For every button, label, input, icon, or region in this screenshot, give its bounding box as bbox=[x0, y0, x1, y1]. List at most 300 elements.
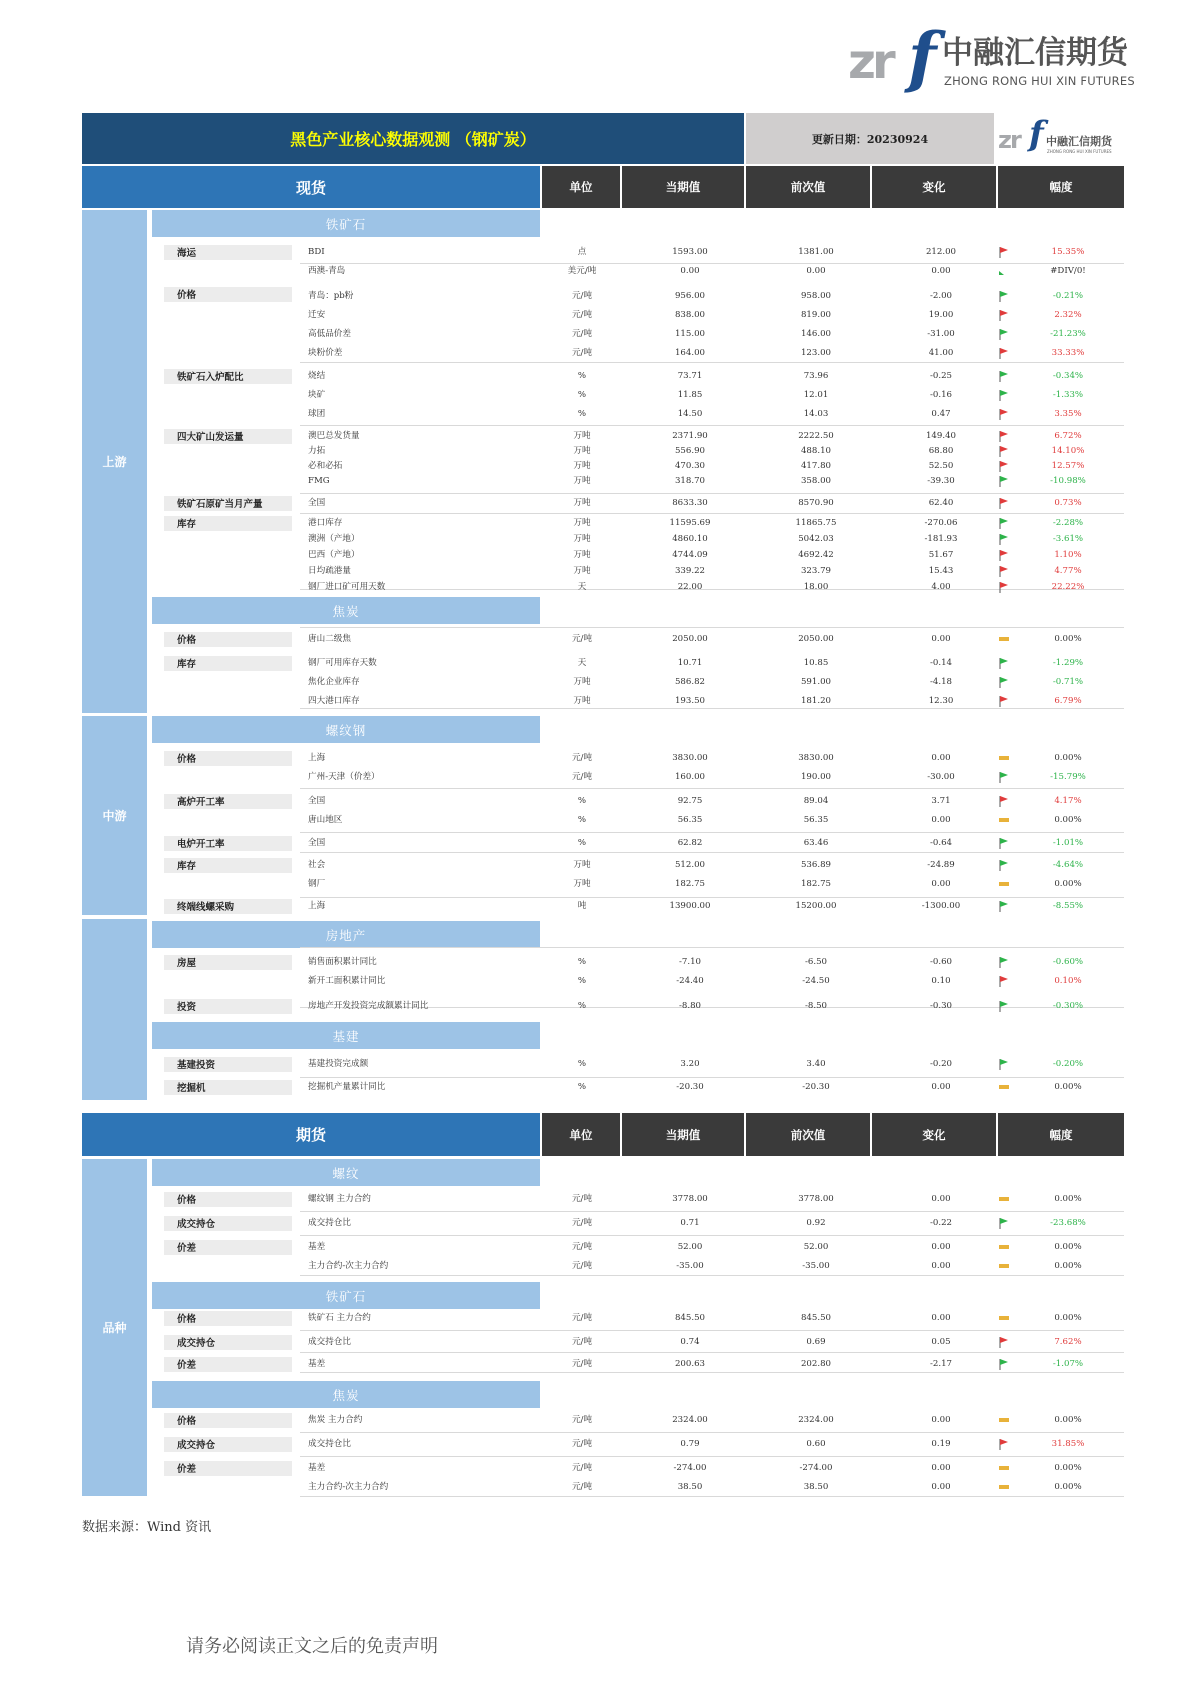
flag-down-icon bbox=[996, 515, 1012, 532]
table-row bbox=[300, 307, 1124, 324]
category-label: 基建投资 bbox=[164, 1057, 292, 1072]
cell-cur: 115.00 bbox=[674, 328, 706, 339]
cell-cur: 556.90 bbox=[674, 445, 706, 456]
flat-bar-icon bbox=[996, 1310, 1012, 1327]
table-row bbox=[300, 473, 1124, 490]
cell-chg: 0.00 bbox=[931, 814, 951, 825]
cell-chg: -30.00 bbox=[927, 771, 955, 782]
cell-chg: 0.47 bbox=[931, 408, 951, 419]
table-row bbox=[300, 1191, 1124, 1208]
cell-prev: 146.00 bbox=[800, 328, 832, 339]
flag-down-icon bbox=[996, 387, 1012, 404]
cell-unit: 点 bbox=[577, 246, 587, 257]
cell-pct: 22.22% bbox=[1051, 581, 1085, 592]
cell-pct: -3.61% bbox=[1052, 533, 1084, 544]
cell-pct: 0.73% bbox=[1054, 497, 1082, 508]
cell-pct: 0.00% bbox=[1054, 752, 1082, 763]
cell-lbl: 全国 bbox=[308, 795, 326, 806]
cell-prev: 15200.00 bbox=[795, 900, 837, 911]
cell-lbl: 球团 bbox=[308, 408, 326, 419]
cell-cur: 2050.00 bbox=[672, 633, 708, 644]
company-logo-small: zr f 中融汇信期货 ZHONG RONG HUI XIN FUTURES bbox=[998, 114, 1112, 154]
cell-lbl: 成交持仓比 bbox=[308, 1217, 351, 1228]
row-divider bbox=[300, 1496, 1124, 1497]
cell-unit: 元/吨 bbox=[571, 771, 593, 782]
cell-cur: 512.00 bbox=[674, 859, 706, 870]
cell-pct: 0.00% bbox=[1054, 878, 1082, 889]
cell-chg: -24.89 bbox=[927, 859, 955, 870]
cell-chg: -0.22 bbox=[929, 1217, 953, 1228]
table-row bbox=[300, 387, 1124, 404]
cell-unit: 元/吨 bbox=[571, 1193, 593, 1204]
cell-prev: 358.00 bbox=[800, 475, 832, 486]
cell-pct: -1.07% bbox=[1052, 1358, 1084, 1369]
cell-lbl: 全国 bbox=[308, 497, 326, 508]
cell-chg: 0.00 bbox=[931, 1481, 951, 1492]
cell-pct: -1.29% bbox=[1052, 657, 1084, 668]
cell-prev: 2222.50 bbox=[798, 430, 834, 441]
cell-lbl: 澳洲（产地） bbox=[308, 533, 360, 544]
table-row bbox=[300, 1258, 1124, 1275]
table-row bbox=[300, 1079, 1124, 1096]
flat-bar-icon bbox=[996, 1239, 1012, 1256]
table-row bbox=[300, 263, 1124, 280]
table-row bbox=[300, 674, 1124, 691]
cell-lbl: 主力合约-次主力合约 bbox=[308, 1260, 389, 1271]
row-divider bbox=[300, 1330, 1124, 1331]
cell-cur: 0.79 bbox=[680, 1438, 700, 1449]
flag-down-icon bbox=[996, 531, 1012, 548]
table-row bbox=[300, 793, 1124, 810]
table-row bbox=[300, 998, 1124, 1015]
table-row bbox=[300, 326, 1124, 343]
flat-bar-icon bbox=[996, 1460, 1012, 1477]
cell-prev: 1381.00 bbox=[798, 246, 834, 257]
cell-cur: 4860.10 bbox=[672, 533, 708, 544]
cell-unit: 元/吨 bbox=[571, 1312, 593, 1323]
category-label: 电炉开工率 bbox=[164, 836, 292, 851]
cell-prev: 0.69 bbox=[806, 1336, 826, 1347]
cell-lbl: 房地产开发投资完成额累计同比 bbox=[308, 1000, 429, 1011]
cell-unit: % bbox=[577, 956, 587, 967]
category-label: 库存 bbox=[164, 858, 292, 873]
cell-unit: 美元/吨 bbox=[567, 265, 597, 276]
cell-pct: -0.21% bbox=[1052, 290, 1084, 301]
cell-prev: -8.50 bbox=[804, 1000, 828, 1011]
cell-pct: -0.71% bbox=[1052, 676, 1084, 687]
row-divider bbox=[300, 947, 1124, 948]
cell-pct: 4.77% bbox=[1054, 565, 1082, 576]
flat-bar-icon bbox=[996, 1079, 1012, 1096]
cell-prev: 3830.00 bbox=[798, 752, 834, 763]
cell-lbl: 成交持仓比 bbox=[308, 1336, 351, 1347]
row-divider bbox=[300, 1456, 1124, 1457]
cell-prev: -35.00 bbox=[802, 1260, 830, 1271]
update-date: 更新日期：20230924 bbox=[746, 113, 994, 164]
cell-cur: 13900.00 bbox=[669, 900, 711, 911]
table-row bbox=[300, 835, 1124, 852]
table-row bbox=[300, 973, 1124, 990]
cell-lbl: 四大港口库存 bbox=[308, 695, 360, 706]
category-label: 价格 bbox=[164, 751, 292, 766]
flag-up-icon bbox=[996, 693, 1012, 710]
flat-bar-icon bbox=[996, 812, 1012, 829]
cell-chg: 0.00 bbox=[931, 1312, 951, 1323]
cell-cur: 1593.00 bbox=[672, 246, 708, 257]
cell-unit: % bbox=[577, 1081, 587, 1092]
cell-lbl: 块粉价差 bbox=[308, 347, 343, 358]
cell-cur: 14.50 bbox=[677, 408, 703, 419]
cell-prev: 536.89 bbox=[800, 859, 832, 870]
flat-bar-icon bbox=[996, 750, 1012, 767]
cell-prev: 11865.75 bbox=[795, 517, 837, 528]
table-row bbox=[300, 368, 1124, 385]
category-label: 价差 bbox=[164, 1357, 292, 1372]
cell-cur: -7.10 bbox=[678, 956, 702, 967]
cell-chg: -31.00 bbox=[927, 328, 955, 339]
table-row bbox=[300, 515, 1124, 532]
flat-bar-icon bbox=[996, 1479, 1012, 1496]
cell-lbl: 钢厂进口矿可用天数 bbox=[308, 581, 386, 592]
cell-unit: 元/吨 bbox=[571, 1414, 593, 1425]
cell-chg: 0.00 bbox=[931, 1193, 951, 1204]
cell-lbl: 钢厂 bbox=[308, 878, 326, 889]
table-row bbox=[300, 898, 1124, 915]
flag-down-icon bbox=[996, 1215, 1012, 1232]
side-midstream: 中游 bbox=[82, 716, 147, 915]
cell-chg: 0.00 bbox=[931, 1241, 951, 1252]
table-row bbox=[300, 693, 1124, 710]
flag-up-icon bbox=[996, 1334, 1012, 1351]
category-label: 价格 bbox=[164, 632, 292, 647]
cell-chg: -181.93 bbox=[924, 533, 958, 544]
flag-down-icon bbox=[996, 473, 1012, 490]
cell-unit: 万吨 bbox=[573, 549, 591, 560]
flat-bar-icon bbox=[996, 1412, 1012, 1429]
cell-chg: -270.06 bbox=[924, 517, 958, 528]
cell-lbl: 巴西（产地） bbox=[308, 549, 360, 560]
flag-up-icon bbox=[996, 563, 1012, 580]
cell-pct: -21.23% bbox=[1050, 328, 1086, 339]
category-label: 成交持仓 bbox=[164, 1335, 292, 1350]
cell-cur: 73.71 bbox=[677, 370, 703, 381]
table-row bbox=[300, 1334, 1124, 1351]
cell-unit: 万吨 bbox=[573, 445, 591, 456]
cell-pct: 6.79% bbox=[1054, 695, 1082, 706]
cell-pct: 0.00% bbox=[1054, 1260, 1082, 1271]
cell-prev: 89.04 bbox=[803, 795, 829, 806]
flag-down-icon bbox=[996, 857, 1012, 874]
cell-pct: 15.35% bbox=[1051, 246, 1085, 257]
flag-up-icon bbox=[996, 244, 1012, 261]
cell-pct: -1.33% bbox=[1052, 389, 1084, 400]
cell-chg: -0.25 bbox=[929, 370, 953, 381]
subsection-futures-coke: 焦炭 bbox=[152, 1381, 540, 1408]
cell-cur: 164.00 bbox=[674, 347, 706, 358]
cell-pct: 0.00% bbox=[1054, 1193, 1082, 1204]
flag-down-icon bbox=[996, 954, 1012, 971]
cell-chg: 0.19 bbox=[931, 1438, 951, 1449]
cell-prev: 181.20 bbox=[800, 695, 832, 706]
cell-unit: % bbox=[577, 814, 587, 825]
table-row bbox=[300, 812, 1124, 829]
col-current-futures: 当期值 bbox=[622, 1113, 744, 1156]
cell-cur: 838.00 bbox=[674, 309, 706, 320]
cell-cur: -24.40 bbox=[676, 975, 704, 986]
flag-down-icon bbox=[996, 769, 1012, 786]
category-label: 价格 bbox=[164, 287, 292, 302]
cell-unit: 元/吨 bbox=[571, 347, 593, 358]
cell-chg: -1300.00 bbox=[921, 900, 961, 911]
cell-lbl: 唐山二级焦 bbox=[308, 633, 351, 644]
cell-prev: -6.50 bbox=[804, 956, 828, 967]
cell-lbl: FMG bbox=[308, 475, 330, 486]
cell-unit: 元/吨 bbox=[571, 633, 593, 644]
cell-prev: 182.75 bbox=[800, 878, 832, 889]
cell-unit: % bbox=[577, 1000, 587, 1011]
flag-up-icon bbox=[996, 307, 1012, 324]
cell-unit: 元/吨 bbox=[571, 1358, 593, 1369]
table-row bbox=[300, 406, 1124, 423]
cell-chg: 0.00 bbox=[931, 1414, 951, 1425]
disclaimer: 请务必阅读正文之后的免责声明 bbox=[186, 1636, 438, 1657]
table-row bbox=[300, 631, 1124, 648]
row-divider bbox=[300, 832, 1124, 833]
category-label: 成交持仓 bbox=[164, 1216, 292, 1231]
cell-unit: % bbox=[577, 837, 587, 848]
cell-prev: 0.00 bbox=[806, 265, 826, 276]
row-divider bbox=[300, 627, 1124, 628]
cell-chg: 0.00 bbox=[931, 633, 951, 644]
cell-pct: 14.10% bbox=[1051, 445, 1085, 456]
cell-pct: -15.79% bbox=[1050, 771, 1086, 782]
cell-pct: -0.60% bbox=[1052, 956, 1084, 967]
cell-chg: 0.00 bbox=[931, 265, 951, 276]
cell-cur: 200.63 bbox=[674, 1358, 706, 1369]
cell-pct: -10.98% bbox=[1050, 475, 1086, 486]
cell-prev: 73.96 bbox=[803, 370, 829, 381]
cell-chg: -0.14 bbox=[929, 657, 953, 668]
col-pct: 幅度 bbox=[998, 166, 1124, 208]
cell-cur: 4744.09 bbox=[672, 549, 708, 560]
cell-pct: 7.62% bbox=[1054, 1336, 1082, 1347]
table-row bbox=[300, 531, 1124, 548]
cell-cur: 182.75 bbox=[674, 878, 706, 889]
category-label: 价差 bbox=[164, 1240, 292, 1255]
cell-prev: -20.30 bbox=[802, 1081, 830, 1092]
category-label: 投资 bbox=[164, 999, 292, 1014]
company-name-en: ZHONG RONG HUI XIN FUTURES bbox=[944, 74, 1135, 88]
cell-pct: 0.00% bbox=[1054, 633, 1082, 644]
cell-cur: 0.71 bbox=[680, 1217, 700, 1228]
cell-lbl: 澳巴总发货量 bbox=[308, 430, 360, 441]
cell-pct: 12.57% bbox=[1051, 460, 1085, 471]
category-label: 房屋 bbox=[164, 955, 292, 970]
cell-unit: 万吨 bbox=[573, 497, 591, 508]
table-row bbox=[300, 1215, 1124, 1232]
cell-pct: -8.55% bbox=[1052, 900, 1084, 911]
cell-pct: 0.00% bbox=[1054, 1081, 1082, 1092]
cell-lbl: 基差 bbox=[308, 1358, 326, 1369]
cell-unit: 元/吨 bbox=[571, 290, 593, 301]
category-label: 价格 bbox=[164, 1413, 292, 1428]
cell-lbl: 唐山地区 bbox=[308, 814, 343, 825]
cell-lbl: 钢厂可用库存天数 bbox=[308, 657, 377, 668]
cell-cur: -35.00 bbox=[676, 1260, 704, 1271]
cell-cur: 11.85 bbox=[677, 389, 703, 400]
cell-prev: 56.35 bbox=[803, 814, 829, 825]
table-row bbox=[300, 750, 1124, 767]
table-row bbox=[300, 1436, 1124, 1453]
cell-cur: 56.35 bbox=[677, 814, 703, 825]
cell-chg: 19.00 bbox=[928, 309, 954, 320]
flag-down-icon bbox=[996, 674, 1012, 691]
flag-up-icon bbox=[996, 793, 1012, 810]
flat-bar-icon bbox=[996, 876, 1012, 893]
table-row bbox=[300, 954, 1124, 971]
cell-pct: 4.17% bbox=[1054, 795, 1082, 806]
cell-pct: 0.00% bbox=[1054, 1414, 1082, 1425]
subsection-rebar: 螺纹钢 bbox=[152, 716, 540, 743]
cell-chg: 68.80 bbox=[928, 445, 954, 456]
cell-lbl: 螺纹钢 主力合约 bbox=[308, 1193, 371, 1204]
cell-lbl: BDI bbox=[308, 246, 325, 257]
cell-cur: 11595.69 bbox=[669, 517, 711, 528]
cell-chg: 52.50 bbox=[928, 460, 954, 471]
flag-up-icon bbox=[996, 345, 1012, 362]
cell-prev: 2324.00 bbox=[798, 1414, 834, 1425]
table-row bbox=[300, 288, 1124, 305]
col-unit-futures: 单位 bbox=[542, 1113, 620, 1156]
cell-unit: 万吨 bbox=[573, 859, 591, 870]
cell-lbl: 块矿 bbox=[308, 389, 326, 400]
cell-unit: % bbox=[577, 389, 587, 400]
table-row bbox=[300, 655, 1124, 672]
cell-lbl: 日均疏港量 bbox=[308, 565, 351, 576]
cell-chg: 62.40 bbox=[928, 497, 954, 508]
cell-prev: -24.50 bbox=[802, 975, 830, 986]
cell-cur: 92.75 bbox=[677, 795, 703, 806]
cell-cur: 160.00 bbox=[674, 771, 706, 782]
table-row bbox=[300, 1356, 1124, 1373]
table-row bbox=[300, 1412, 1124, 1429]
row-divider bbox=[300, 852, 1124, 853]
category-label: 挖掘机 bbox=[164, 1080, 292, 1095]
cell-chg: 51.67 bbox=[928, 549, 954, 560]
category-label: 价差 bbox=[164, 1461, 292, 1476]
side-macro bbox=[82, 919, 147, 1100]
cell-unit: 万吨 bbox=[573, 517, 591, 528]
cell-prev: 958.00 bbox=[800, 290, 832, 301]
cell-pct: 0.00% bbox=[1054, 814, 1082, 825]
cell-chg: 0.00 bbox=[931, 1462, 951, 1473]
cell-lbl: 西澳-青岛 bbox=[308, 265, 346, 276]
cell-prev: 819.00 bbox=[800, 309, 832, 320]
cell-prev: 323.79 bbox=[800, 565, 832, 576]
cell-chg: 15.43 bbox=[928, 565, 954, 576]
cell-pct: 3.35% bbox=[1054, 408, 1082, 419]
cell-prev: 190.00 bbox=[800, 771, 832, 782]
subsection-property: 房地产 bbox=[152, 921, 540, 948]
flag-down-icon bbox=[996, 1356, 1012, 1373]
table-row bbox=[300, 1239, 1124, 1256]
cell-pct: 1.10% bbox=[1054, 549, 1082, 560]
cell-cur: -20.30 bbox=[676, 1081, 704, 1092]
cell-chg: 0.00 bbox=[931, 752, 951, 763]
table-row bbox=[300, 563, 1124, 580]
subsection-coke: 焦炭 bbox=[152, 597, 540, 624]
cell-unit: 天 bbox=[577, 581, 587, 592]
col-change: 变化 bbox=[872, 166, 996, 208]
cell-cur: 845.50 bbox=[674, 1312, 706, 1323]
cell-unit: 万吨 bbox=[573, 475, 591, 486]
cell-unit: % bbox=[577, 1058, 587, 1069]
cell-unit: 万吨 bbox=[573, 878, 591, 889]
cell-prev: 18.00 bbox=[803, 581, 829, 592]
row-divider bbox=[300, 1432, 1124, 1433]
data-source: 数据来源：Wind 资讯 bbox=[82, 1520, 212, 1535]
cell-prev: 10.85 bbox=[803, 657, 829, 668]
cell-chg: -2.00 bbox=[929, 290, 953, 301]
table-row bbox=[300, 1460, 1124, 1477]
cell-lbl: 青岛：pb粉 bbox=[308, 290, 354, 301]
category-label: 库存 bbox=[164, 516, 292, 531]
cell-prev: 3.40 bbox=[806, 1058, 826, 1069]
cell-pct: 0.00% bbox=[1054, 1312, 1082, 1323]
cell-cur: 2324.00 bbox=[672, 1414, 708, 1425]
flag-down-icon bbox=[996, 1056, 1012, 1073]
row-divider bbox=[300, 1235, 1124, 1236]
cell-unit: % bbox=[577, 408, 587, 419]
col-unit: 单位 bbox=[542, 166, 620, 208]
col-pct-futures: 幅度 bbox=[998, 1113, 1124, 1156]
cell-pct: -1.01% bbox=[1052, 837, 1084, 848]
cell-cur: 193.50 bbox=[674, 695, 706, 706]
table-row bbox=[300, 244, 1124, 261]
col-change-futures: 变化 bbox=[872, 1113, 996, 1156]
cell-unit: 元/吨 bbox=[571, 1438, 593, 1449]
table-row bbox=[300, 1056, 1124, 1073]
cell-cur: 22.00 bbox=[677, 581, 703, 592]
cell-pct: -2.28% bbox=[1052, 517, 1084, 528]
cell-unit: 元/吨 bbox=[571, 1481, 593, 1492]
cell-lbl: 基差 bbox=[308, 1462, 326, 1473]
cell-prev: 3778.00 bbox=[798, 1193, 834, 1204]
cell-chg: 0.05 bbox=[931, 1336, 951, 1347]
cell-pct: -0.34% bbox=[1052, 370, 1084, 381]
cell-unit: 元/吨 bbox=[571, 328, 593, 339]
row-divider bbox=[300, 788, 1124, 789]
category-label: 成交持仓 bbox=[164, 1437, 292, 1452]
cell-prev: 14.03 bbox=[803, 408, 829, 419]
flag-up-icon bbox=[996, 406, 1012, 423]
flag-down-icon bbox=[996, 288, 1012, 305]
side-upstream: 上游 bbox=[82, 210, 147, 713]
flag-up-icon bbox=[996, 579, 1012, 596]
cell-chg: 0.00 bbox=[931, 1081, 951, 1092]
cell-lbl: 上海 bbox=[308, 900, 326, 911]
cell-lbl: 主力合约-次主力合约 bbox=[308, 1481, 389, 1492]
cell-lbl: 广州-天津（价差） bbox=[308, 771, 380, 782]
cell-lbl: 上海 bbox=[308, 752, 326, 763]
cell-lbl: 铁矿石 主力合约 bbox=[308, 1312, 371, 1323]
cell-pct: -0.20% bbox=[1052, 1058, 1084, 1069]
cell-prev: 5042.03 bbox=[798, 533, 834, 544]
cell-unit: 元/吨 bbox=[571, 752, 593, 763]
cell-unit: % bbox=[577, 370, 587, 381]
flat-bar-icon bbox=[996, 263, 1012, 280]
cell-pct: -4.64% bbox=[1052, 859, 1084, 870]
